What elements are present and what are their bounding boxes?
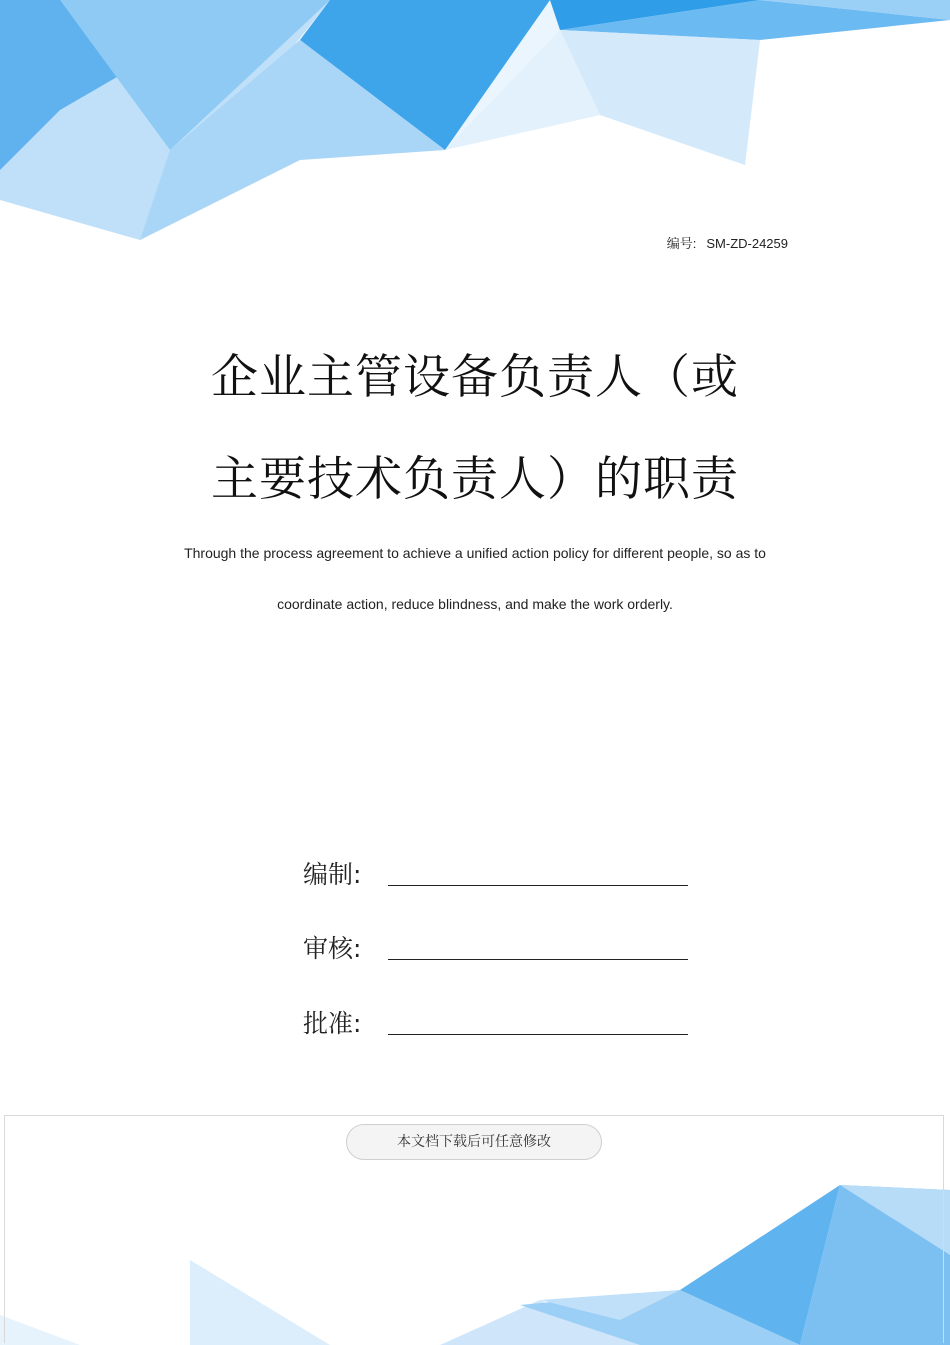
document-title-line-2: 主要技术负责人）的职责 <box>211 452 739 507</box>
document-title-line-1: 企业主管设备负责人（或 <box>211 350 739 405</box>
document-number-label: 编号: <box>666 236 697 251</box>
signature-line-compile[interactable] <box>388 885 688 886</box>
document-number-value: SM-ZD-24259 <box>706 236 788 251</box>
signature-label-approve: 批准: <box>303 1009 362 1038</box>
signature-line-approve[interactable] <box>388 1034 688 1035</box>
signature-line-review[interactable] <box>388 959 688 960</box>
download-note-badge: 本文档下载后可任意修改 <box>346 1124 602 1160</box>
document-subtitle-line-2: coordinate action, reduce blindness, and make the work orderly. <box>277 596 673 612</box>
document-number <box>600 233 788 252</box>
signature-label-compile: 编制: <box>303 860 362 889</box>
header-decoration <box>0 0 950 250</box>
signature-label-review: 审核: <box>303 934 362 963</box>
document-subtitle-line-1: Through the process agreement to achieve a unified action policy for different people, so as to <box>184 545 766 561</box>
